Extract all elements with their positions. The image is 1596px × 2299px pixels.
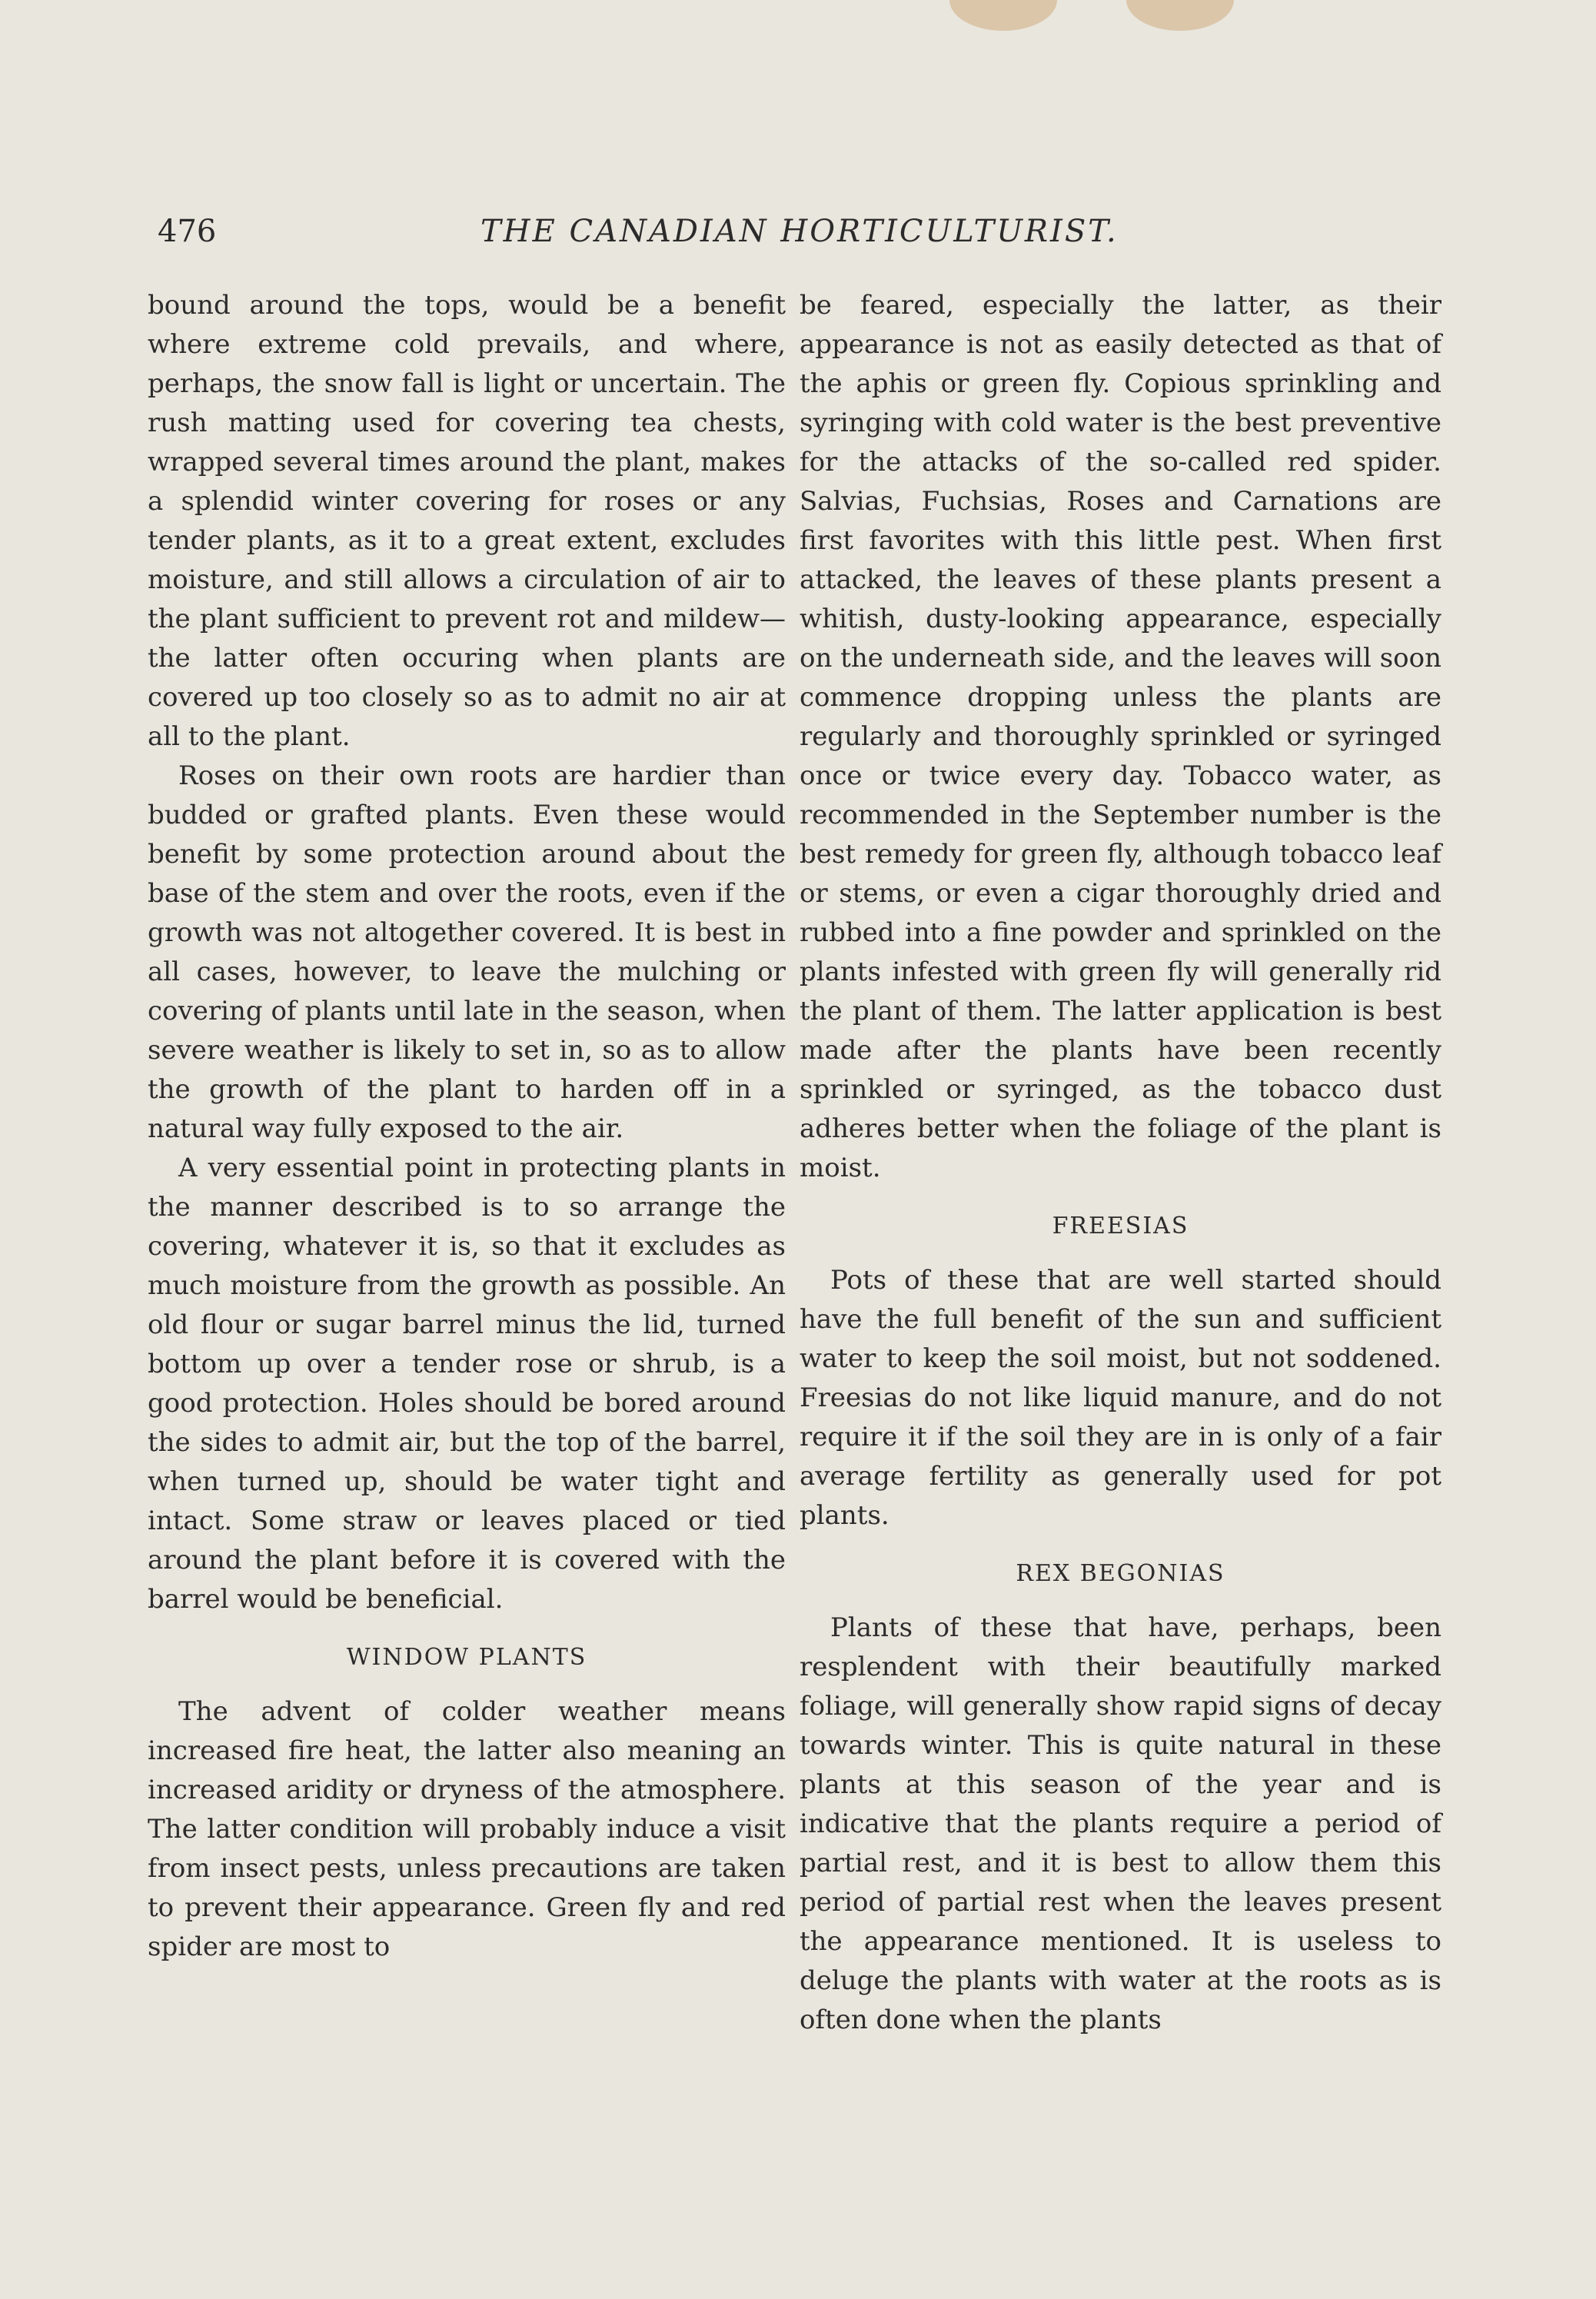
right-column bbox=[800, 286, 1441, 2040]
paragraph: A very essential point in protecting plants in the manner described is to so arrange the covering, whatever it is, so that it excludes as much moisture from the growth as possible. An old flour or sugar barrel minus the lid, turned bottom up over a tender rose or shrub, is a good protection. Holes should be bored around the sides to admit air, but the top of the barrel, when turned up, should be water tight and intact. Some straw or leaves placed or tied around the plant before it is covered with the barrel would be beneficial. bbox=[148, 1153, 786, 1615]
running-title: THE CANADIAN HORTICULTURIST. bbox=[480, 214, 1119, 249]
page-number: 476 bbox=[158, 214, 217, 249]
section-heading-window-plants: WINDOW PLANTS bbox=[346, 1644, 587, 1671]
left-column bbox=[148, 286, 786, 1967]
paragraph: be feared, especially the latter, as their appearance is not as easily detected as that of the aphis or green fly. Copious sprinkling and syringing with cold water is the best preventive for the attacks of the so-called red spider. Salvias, Fuchsias, Roses and Carnations are first favorites with this little pest. When first attacked, the leaves of these plants present a whitish, dusty-looking appearance, especially on the underneath side, and the leaves will soon commence dropping unless the plants are regularly and thoroughly sprinkled or syringed once or twice every day. Tobacco water, as recommended in the September number is the best remedy for green fly, although tobacco leaf or stems, or even a cigar thoroughly dried and rubbed into a fine powder and sprinkled on the plants infested with green fly will generally rid the plant of them. The latter application is best made after the plants have been recently sprinkled or syringed, as the tobacco dust adheres better when the foliage of the plant is moist. bbox=[800, 290, 1441, 1183]
section-heading-rex-begonias: REX BEGONIAS bbox=[1016, 1560, 1225, 1587]
paragraph: bound around the tops, would be a benefit where extreme cold prevails, and where, perhaps, the snow fall is light or uncertain. The rush matting used for covering tea chests, wrapped several times around the plant, makes a splendid winter covering for roses or any tender plants, as it to a great extent, excludes moisture, and still allows a circulation of air to the plant sufficient to prevent rot and mildew—the latter often occuring when plants are covered up too closely so as to admit no air at all to the plant. bbox=[148, 290, 786, 752]
paragraph: Roses on their own roots are hardier than budded or grafted plants. Even these would benefit by some protection around about the base of the stem and over the roots, even if the growth was not altogether covered. It is best in all cases, however, to leave the mulching or covering of plants until late in the season, when severe weather is likely to set in, so as to allow the growth of the plant to harden off in a natural way fully exposed to the air. bbox=[148, 760, 786, 1144]
page-header bbox=[158, 214, 1449, 260]
paper-stain bbox=[1126, 0, 1234, 31]
paragraph: Pots of these that are well started should have the full benefit of the sun and sufficient water to keep the soil moist, but not soddened. Freesias do not like liquid manure, and do not require it if the soil they are in is only of a fair average fertility as generally used for pot plants. bbox=[800, 1265, 1441, 1531]
section-heading-freesias: FREESIAS bbox=[1052, 1213, 1189, 1239]
paper-stain bbox=[949, 0, 1057, 31]
paragraph: The advent of colder weather means increased fire heat, the latter also meaning an increased aridity or dryness of the atmosphere. The latter condition will probably induce a visit from insect pests, unless precautions are taken to prevent their appearance. Green fly and red spider are most to bbox=[148, 1696, 786, 1962]
paragraph: Plants of these that have, perhaps, been resplendent with their beautifully marked foliage, will generally show rapid signs of decay towards winter. This is quite natural in these plants at this season of the year and is indicative that the plants require a period of partial rest, and it is best to allow them this period of partial rest when the leaves present the appearance mentioned. It is useless to deluge the plants with water at the roots as is often done when the plants bbox=[800, 1612, 1441, 2035]
